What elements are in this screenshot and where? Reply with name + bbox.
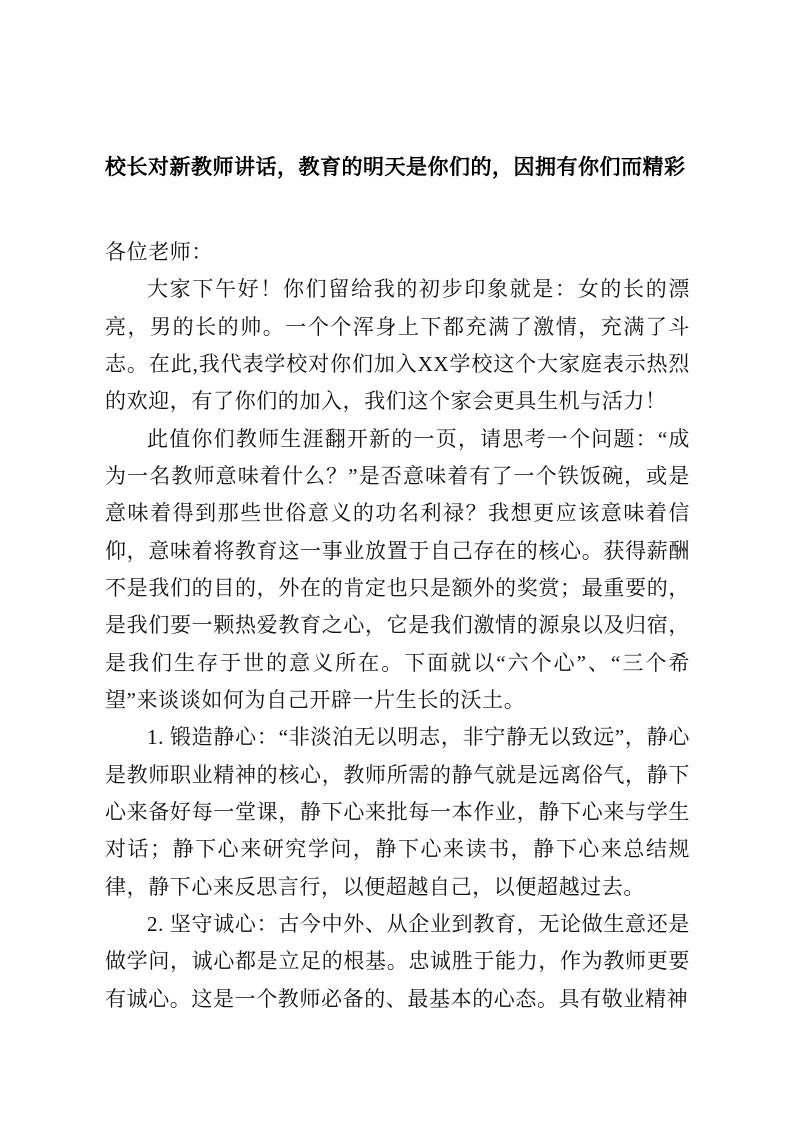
paragraph-greeting: 大家下午好！你们留给我的初步印象就是：女的长的漂亮，男的长的帅。一个个浑身上下都充满了激情，充满了斗志。在此,我代表学校对你们加入XX学校这个大家庭表示热烈的欢迎，有了你们的加入，我们这个家会更具生机与活力！ [105, 277, 690, 414]
paragraph-point-2-sincere-heart: 2. 坚守诚心：古今中外、从企业到教育，无论做生意还是做学问，诚心都是立足的根基。忠诚胜于能力，作为教师更要有诚心。这是一个教师必备的、最基本的心态。具有敬业精神 [105, 911, 690, 1011]
paragraph-point-1-calm-heart: 1. 锻造静心：“非淡泊无以明志，非宁静无以致远”，静心是教师职业精神的核心，教师所需的静气就是远离俗气，静下心来备好每一堂课，静下心来批每一本作业，静下心来与学生对话；静下心来研究学问，静下心来读书，静下心来总结规律，静下心来反思言行，以便超越自己，以便超越过去。 [105, 725, 690, 899]
document-body [105, 234, 690, 1018]
paragraph-teacher-meaning: 此值你们教师生涯翻开新的一页，请思考一个问题：“成为一名教师意味着什么？”是否意味着有了一个铁饭碗，或是意味着得到那些世俗意义的功名利禄？我想更应该意味着信仰，意味着将教育这一事业放置于自己存在的核心。获得薪酬不是我们的目的，外在的肯定也只是额外的奖赏；最重要的，是我们要一颗热爱教育之心，它是我们激情的源泉以及归宿，是我们生存于世的意义所在。下面就以“六个心”、“三个希望”来谈谈如何为自己开辟一片生长的沃土。 [105, 426, 690, 712]
document-title: 校长对新教师讲话，教育的明天是你们的，因拥有你们而精彩 [105, 156, 686, 179]
salutation-line: 各位老师： [105, 240, 213, 264]
